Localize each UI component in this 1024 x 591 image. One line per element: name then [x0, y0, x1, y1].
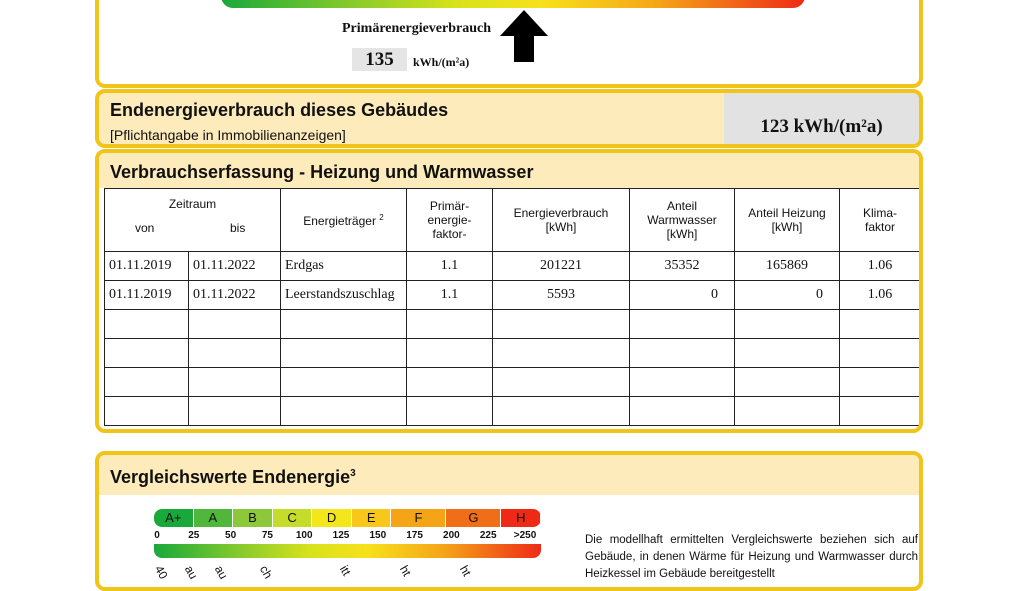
cell-von: 01.11.2019 — [105, 252, 189, 281]
efficiency-class-b: B — [233, 509, 273, 527]
consumption-title: Verbrauchserfassung - Heizung und Warmwasser — [110, 162, 534, 182]
cell-von: 01.11.2019 — [105, 281, 189, 310]
table-row-empty — [105, 339, 921, 368]
cell-faktor: 1.1 — [407, 281, 493, 310]
cell-traeger: Erdgas — [281, 252, 407, 281]
cell-verbrauch: 5593 — [493, 281, 630, 310]
header-zeitraum: Zeitraum von bis — [105, 189, 281, 252]
comparison-panel — [95, 451, 923, 591]
efficiency-class-a: A — [194, 509, 234, 527]
header-energieverbrauch: Energieverbrauch [kWh] — [493, 189, 630, 252]
final-energy-value: 123 kWh/(m²a) — [724, 93, 919, 148]
table-row-empty — [105, 397, 921, 426]
efficiency-class-g: G — [446, 509, 501, 527]
efficiency-class-e: E — [352, 509, 392, 527]
cell-bis: 01.11.2022 — [189, 252, 281, 281]
table-header-row — [105, 189, 921, 252]
comparison-description: Die modellhaft ermittelten Vergleichswerte beziehen sich auf Gebäude, in denen Wärme für Heizung und Warmwasser durch Heizkessel im Gebäude bereitgestellt — [585, 534, 918, 580]
cell-klima: 1.06 — [840, 281, 921, 310]
scale-tick: 75 — [261, 530, 273, 541]
scale-ticks — [154, 530, 547, 544]
header-heizung: Anteil Heizung [kWh] — [735, 189, 840, 252]
comparison-header — [99, 455, 919, 495]
final-energy-title: Endenergieverbrauch dieses Gebäudes — [110, 100, 449, 120]
primary-energy-unit: kWh/(m²a) — [413, 55, 470, 69]
header-von: von — [135, 221, 155, 235]
scale-tick: 150 — [369, 530, 387, 541]
scale-tick: 225 — [479, 530, 497, 541]
primary-energy-value: 135 — [352, 48, 407, 71]
table-row-empty — [105, 310, 921, 339]
final-energy-subtitle: [Pflichtangabe in Immobilienanzeigen] — [110, 127, 346, 143]
header-klimafaktor: Klima- faktor — [840, 189, 921, 252]
cell-heizung: 165869 — [735, 252, 840, 281]
scale-tick: 50 — [225, 530, 237, 541]
consumption-panel — [95, 149, 923, 433]
efficiency-class-f: F — [391, 509, 446, 527]
scale-tick: 200 — [443, 530, 460, 541]
cell-faktor: 1.1 — [407, 252, 493, 281]
primary-energy-scale — [221, 0, 805, 8]
scale-tick: 175 — [406, 530, 423, 541]
final-energy-panel — [95, 89, 923, 148]
cell-bis: 01.11.2022 — [189, 281, 281, 310]
efficiency-class-d: D — [312, 509, 352, 527]
cell-warmwasser: 0 — [630, 281, 735, 310]
table-row — [105, 281, 921, 310]
consumption-table — [104, 188, 921, 426]
cell-heizung: 0 — [735, 281, 840, 310]
table-row-empty — [105, 368, 921, 397]
efficiency-class-c: C — [273, 509, 313, 527]
header-warmwasser: Anteil Warmwasser [kWh] — [630, 189, 735, 252]
comparison-gradient-bar — [154, 544, 541, 558]
table-row — [105, 252, 921, 281]
cell-traeger: Leerstandszuschlag — [281, 281, 407, 310]
cell-klima: 1.06 — [840, 252, 921, 281]
scale-tick: 25 — [188, 530, 200, 541]
building-type-labels: 40 au au ch itt ht ht — [151, 563, 475, 582]
efficiency-class-a-plus: A+ — [154, 509, 194, 527]
cell-warmwasser: 35352 — [630, 252, 735, 281]
primary-energy-label: Primärenergieverbrauch — [342, 21, 492, 36]
primary-energy-panel — [95, 0, 923, 88]
header-bis: bis — [230, 221, 246, 235]
scale-tick: 100 — [295, 530, 313, 541]
consumption-header — [99, 153, 919, 188]
scale-tick: 0 — [154, 530, 160, 541]
efficiency-class-scale — [154, 509, 541, 527]
comparison-title: Vergleichswerte Endenergie$^3$ — [110, 467, 356, 487]
cell-verbrauch: 201221 — [493, 252, 630, 281]
primary-energy-arrow-icon — [499, 10, 549, 62]
scale-tick: >250 — [513, 530, 537, 541]
scale-tick: 125 — [332, 530, 350, 541]
header-primaerfaktor: Primär- energie- faktor- — [407, 189, 493, 252]
efficiency-class-h: H — [501, 509, 541, 527]
header-energietraeger: Energieträger $^2$ — [281, 189, 407, 252]
